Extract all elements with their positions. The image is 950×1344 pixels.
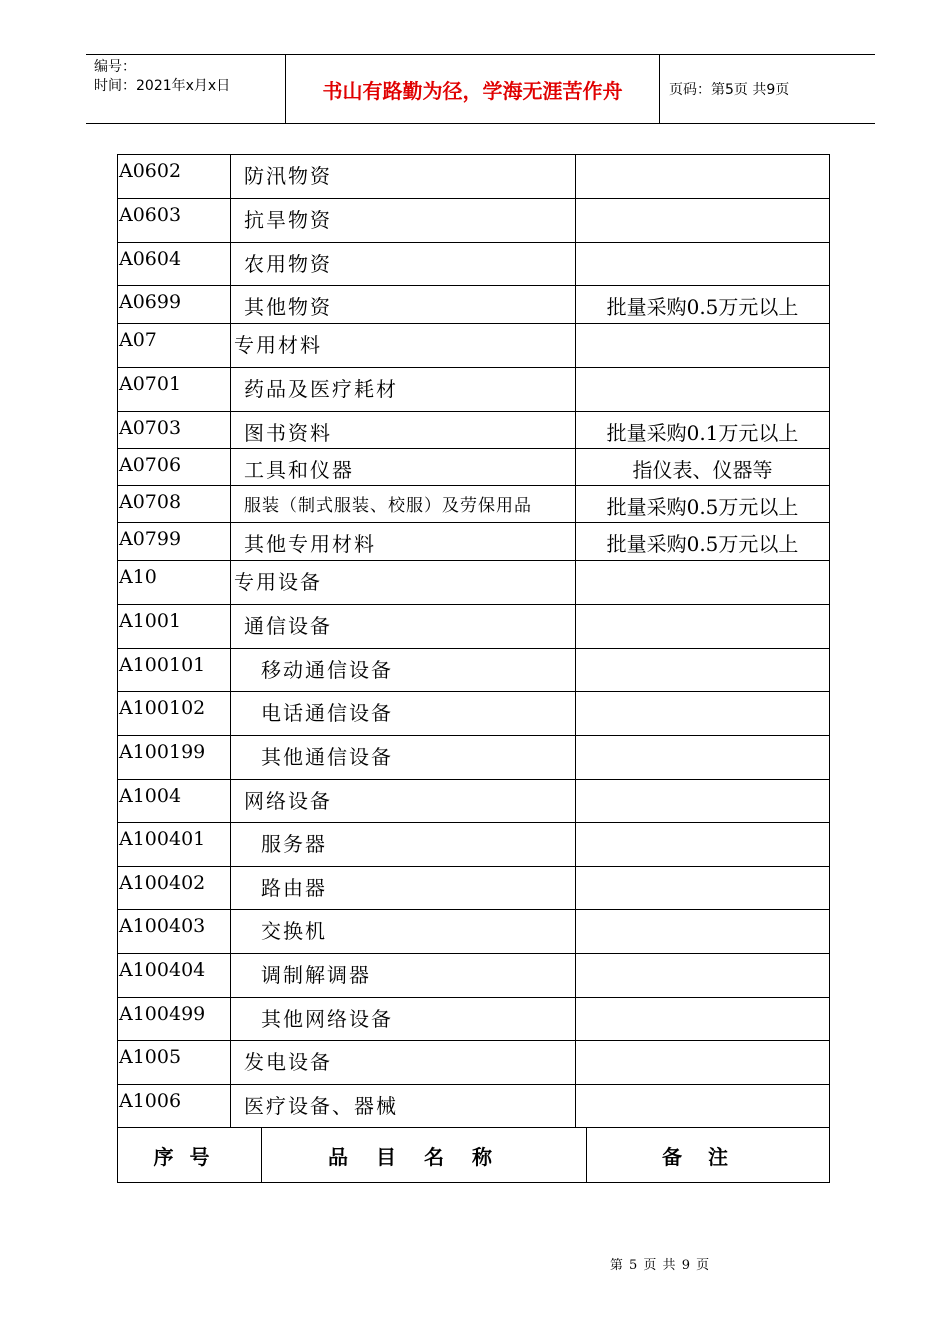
cell-note: 批量采购0.5万元以上	[606, 532, 799, 556]
table-row	[118, 954, 829, 998]
cell-name: 抗旱物资	[231, 199, 576, 242]
cell-code: A100403	[118, 910, 231, 953]
table-row	[118, 412, 829, 449]
cell-name: 图书资料	[231, 412, 576, 448]
cell-note	[576, 736, 829, 779]
cell-note	[576, 954, 829, 997]
cell-note	[576, 692, 829, 735]
table-row	[118, 449, 829, 486]
cell-note: 批量采购0.1万元以上	[606, 421, 799, 445]
number-label: 编号：	[94, 59, 136, 75]
cell-name: 服务器	[231, 823, 576, 866]
table-row	[118, 368, 829, 412]
cell-name: 药品及医疗耗材	[231, 368, 576, 411]
cell-note	[576, 605, 829, 648]
cell-note: 批量采购0.5万元以上	[606, 495, 799, 519]
cell-name: 交换机	[231, 910, 576, 953]
cell-code: A100101	[118, 649, 231, 691]
cell-note	[576, 324, 829, 367]
table-row	[118, 867, 829, 910]
cell-name: 电话通信设备	[231, 692, 576, 735]
table-row	[118, 998, 829, 1041]
table-row	[118, 1085, 829, 1128]
cell-name: 服装（制式服装、校服）及劳保用品	[231, 486, 576, 522]
cell-code: A0799	[118, 523, 231, 560]
page-header	[86, 54, 875, 124]
cell-name: 通信设备	[231, 605, 576, 648]
cell-code: A0603	[118, 199, 231, 242]
table-row	[118, 243, 829, 286]
cell-code: A0699	[118, 286, 231, 323]
header-slogan: 书山有路勤为径，学海无涯苦作舟	[286, 55, 660, 123]
page-footer: 第 5 页 共 9 页	[609, 1258, 711, 1273]
col-header-name: 品目名称	[262, 1128, 587, 1182]
cell-note	[576, 910, 829, 953]
cell-code: A100199	[118, 736, 231, 779]
table-row	[118, 486, 829, 523]
cell-code: A0602	[118, 155, 231, 198]
table-row	[118, 736, 829, 780]
cell-name: 医疗设备、器械	[231, 1085, 576, 1127]
catalog-table	[117, 154, 830, 1183]
table-row	[118, 286, 829, 324]
cell-note	[576, 1085, 829, 1127]
cell-code: A10	[118, 561, 231, 604]
table-row	[118, 823, 829, 867]
cell-name: 其他通信设备	[231, 736, 576, 779]
cell-code: A0708	[118, 486, 231, 522]
cell-name: 专用材料	[231, 324, 576, 367]
cell-code: A0703	[118, 412, 231, 448]
cell-note: 批量采购0.5万元以上	[606, 295, 799, 319]
cell-name: 防汛物资	[231, 155, 576, 198]
table-row	[118, 324, 829, 368]
cell-note	[576, 780, 829, 822]
table-body	[118, 155, 829, 1128]
table-row	[118, 692, 829, 736]
cell-code: A1006	[118, 1085, 231, 1127]
cell-code: A07	[118, 324, 231, 367]
cell-code: A100401	[118, 823, 231, 866]
cell-code: A100499	[118, 998, 231, 1040]
table-row	[118, 155, 829, 199]
header-page-info: 页码：第5页 共9页	[669, 82, 790, 98]
cell-name: 其他物资	[231, 286, 576, 323]
table-row	[118, 605, 829, 649]
cell-note	[576, 649, 829, 691]
cell-code: A100102	[118, 692, 231, 735]
cell-name: 调制解调器	[231, 954, 576, 997]
table-row	[118, 523, 829, 561]
table-row	[118, 199, 829, 243]
cell-name: 发电设备	[231, 1041, 576, 1084]
cell-code: A100402	[118, 867, 231, 909]
table-row	[118, 1041, 829, 1085]
table-row	[118, 561, 829, 605]
cell-note	[576, 199, 829, 242]
cell-note	[576, 368, 829, 411]
cell-note	[576, 243, 829, 285]
table-row	[118, 780, 829, 823]
cell-note	[576, 998, 829, 1040]
cell-note: 指仪表、仪器等	[632, 458, 773, 482]
cell-note	[576, 155, 829, 198]
table-row	[118, 910, 829, 954]
cell-note	[576, 867, 829, 909]
cell-code: A0706	[118, 449, 231, 485]
col-header-code: 序号	[118, 1128, 262, 1182]
col-header-note: 备注	[662, 1144, 754, 1169]
cell-code: A1005	[118, 1041, 231, 1084]
cell-code: A1001	[118, 605, 231, 648]
cell-name: 工具和仪器	[231, 449, 576, 485]
cell-note	[576, 561, 829, 604]
cell-note	[576, 823, 829, 866]
cell-code: A0701	[118, 368, 231, 411]
table-header-row	[118, 1128, 829, 1183]
cell-note	[576, 1041, 829, 1084]
header-meta	[86, 55, 286, 123]
cell-name: 专用设备	[231, 561, 576, 604]
cell-name: 路由器	[231, 867, 576, 909]
cell-name: 网络设备	[231, 780, 576, 822]
time-label: 时间：2021年x月x日	[94, 78, 231, 94]
cell-code: A1004	[118, 780, 231, 822]
table-row	[118, 649, 829, 692]
cell-code: A100404	[118, 954, 231, 997]
cell-name: 移动通信设备	[231, 649, 576, 691]
cell-name: 其他专用材料	[231, 523, 576, 560]
cell-name: 农用物资	[231, 243, 576, 285]
cell-code: A0604	[118, 243, 231, 285]
cell-name: 其他网络设备	[231, 998, 576, 1040]
